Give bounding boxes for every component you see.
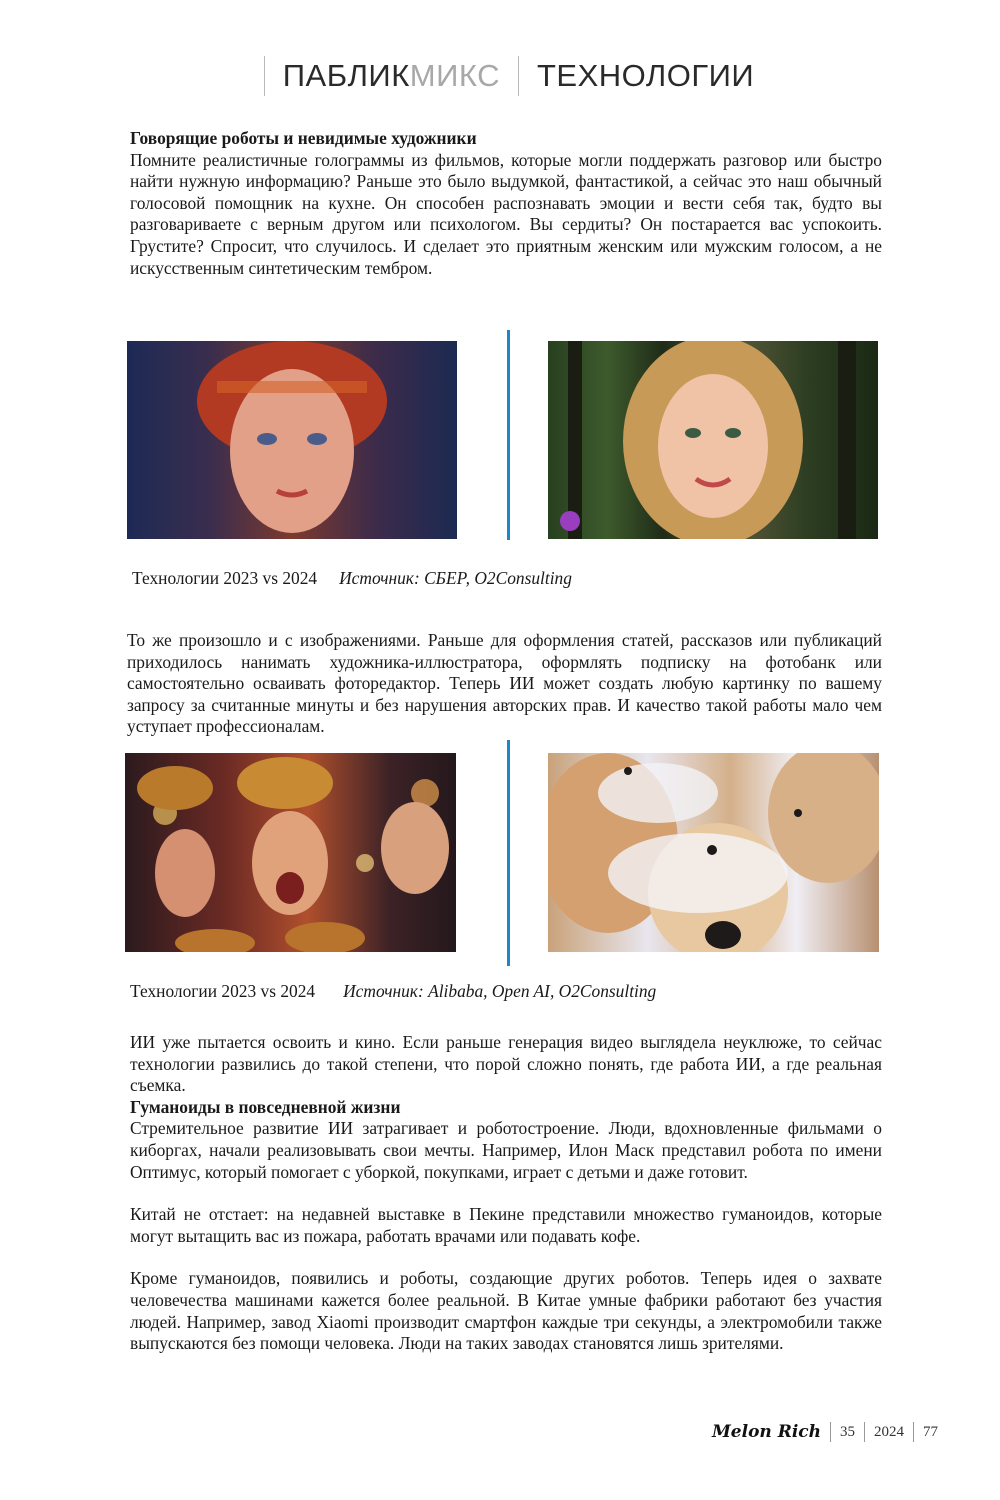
section2-text: Стремительное развитие ИИ затрагивает и роботостроение. Люди, вдохновленные фильмами о киборгах, начали реализовывать свои мечты. Например, Илон Маск представил робота по имени Оптимус, который помогает с уборкой, покупками, играет с детьми и даже готовит. [130,1118,882,1182]
caption-2 [130,981,656,1002]
issue-number: 35 [840,1423,855,1440]
paragraph-china: Китай не отстает: на недавней выставке в Пекине представили множество гуманоидов, которые могут вытащить вас из пожара, работать врачами или подавать кофе. [130,1204,882,1246]
paragraph-factories: Кроме гуманоидов, появились и роботы, создающие других роботов. Теперь идея о захвате человечества машинами кажется более реальной. В Китае умные фабрики работают без участия людей. Например, завод Xiaomi производит смартфон каждые три секунды, а электромобили также выпускаются без помощи человека. Люди на таких заводах становятся лишь зрителями. [130,1268,882,1354]
header-divider [264,56,265,96]
image-divider [507,740,510,966]
footer-divider [830,1422,831,1442]
section1 [130,128,882,279]
section1-text: Помните реалистичные голограммы из фильмов, которые могли поддержать разговор или быстро найти нужную информацию? Раньше это было выдумкой, фантастикой, а сейчас это наш обычный голосовой помощник на кухне. Он способен распознавать эмоции и вести себя так, будто вы разговариваете с верным другом или психологом. Вы сердиты? Он постарается вас успокоить. Грустите? Спросит, что случилось. И сделает это приятным женским или мужским голосом, а не искусственным синтетическим тембром. [130,149,882,278]
section2 [130,1032,882,1355]
image-ai-puppies [548,753,879,952]
paragraph-video: ИИ уже пытается освоить и кино. Если раньше генерация видео выглядела неуклюже, то сейчас технологии развились до такой степени, что порой сложно понять, где работа ИИ, а где реальная съемка. [130,1032,882,1096]
caption-label: Технологии 2023 vs 2024 [132,568,318,588]
section-name: ПАБЛИКМИКС [282,58,500,93]
section1-heading: Говорящие роботы и невидимые художники [130,128,477,148]
image-ai-portrait-2023 [127,341,457,539]
issue-year: 2024 [874,1423,904,1440]
page-header [0,54,1000,98]
footer-divider [864,1422,865,1442]
caption-1 [132,568,572,589]
image-divider [507,330,510,540]
caption-source: Источник: Alibaba, Open AI, O2Consulting [343,981,657,1001]
header-divider [518,56,519,96]
image-ai-portrait-2024 [548,341,878,539]
section2-heading: Гуманоиды в повседневной жизни [130,1096,401,1117]
paragraph-images: То же произошло и с изображениями. Раньше для оформления статей, рассказов или публикаций приходилось нанимать художника-иллюстратора, оформлять подписку на фотобанк или самостоятельно осваивать фоторедактор. Теперь ИИ может создать любую картинку по вашему запросу за считанные минуты и без нарушения авторских прав. И качество такой работы мало чем уступает профессионалам. [127,630,882,737]
topic-name: ТЕХНОЛОГИИ [536,58,755,93]
magazine-logo: Melon Rich [711,1422,821,1442]
caption-source: Источник: СБЕР, O2Consulting [339,568,572,588]
page-number: 77 [923,1423,938,1440]
image-ai-burgers [125,753,456,952]
page-footer [712,1420,938,1444]
paragraph-images-block [127,630,882,738]
caption-label: Технологии 2023 vs 2024 [130,981,316,1001]
footer-divider [913,1422,914,1442]
